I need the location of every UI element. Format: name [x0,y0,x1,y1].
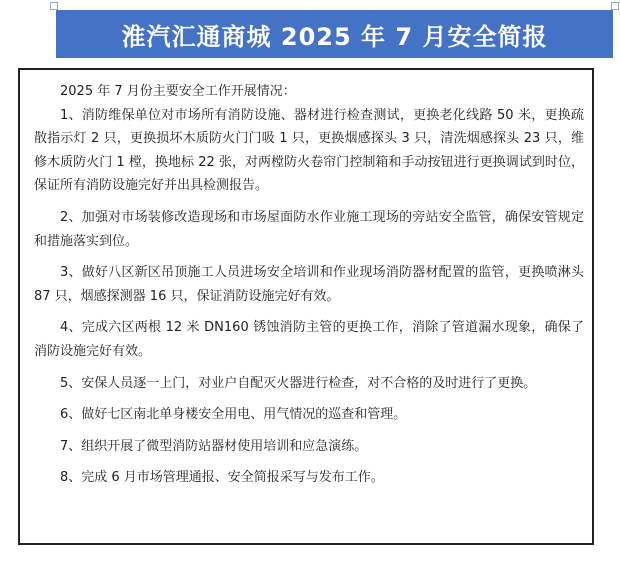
report-item-8: 8、完成 6 月市场管理通报、安全简报采写与发布工作。 [60,470,384,486]
report-intro: 2025 年 7 月份主要安全工作开展情况： [60,84,296,99]
corner-handle-icon [50,2,58,10]
report-item-4: 4、完成六区两根 12 米 DN160 锈蚀消防主管的更换工作，消除了管道漏水现象，确保了消防设施完好有效。 [34,320,584,359]
report-item-5: 5、安保人员逐一上门，对业户自配灭火器进行检查，对不合格的及时进行了更换。 [60,375,537,391]
report-item-2: 2、加强对市场装修改造现场和市场屋面防水作业施工现场的旁站安全监管，确保安管规定和措施落实到位。 [34,209,584,249]
corner-handle-icon [611,2,619,10]
report-item-6: 6、做好七区南北单身楼安全用电、用气情况的巡查和管理。 [60,407,407,423]
report-body [18,68,594,545]
report-item-7: 7、组织开展了微型消防站器材使用培训和应急演练。 [60,438,368,454]
report-title: 淮汽汇通商城 2025 年 7 月安全简报 [121,22,548,51]
report-item-1: 1、消防维保单位对市场所有消防设施、器材进行检查测试，更换老化线路 50 米，更换疏散指示灯 2 只，更换损坏木质防火门门吸 1 只，更换烟感探头 3 只，清洗烟感探头 23 只，维修木质防火门 1 樘，换地标 22 张，对两樘防火卷帘门控制箱和手动按钮进行更换调试到时位，保证所有消防设施完好并出具检测报告。 [34,107,584,194]
report-item-3: 3、做好八区新区吊顶施工人员进场安全培训和作业现场消防器材配置的监管，更换喷淋头 87 只，烟感探测器 16 只，保证消防设施完好有效。 [34,265,584,304]
report-title-banner [56,10,613,58]
